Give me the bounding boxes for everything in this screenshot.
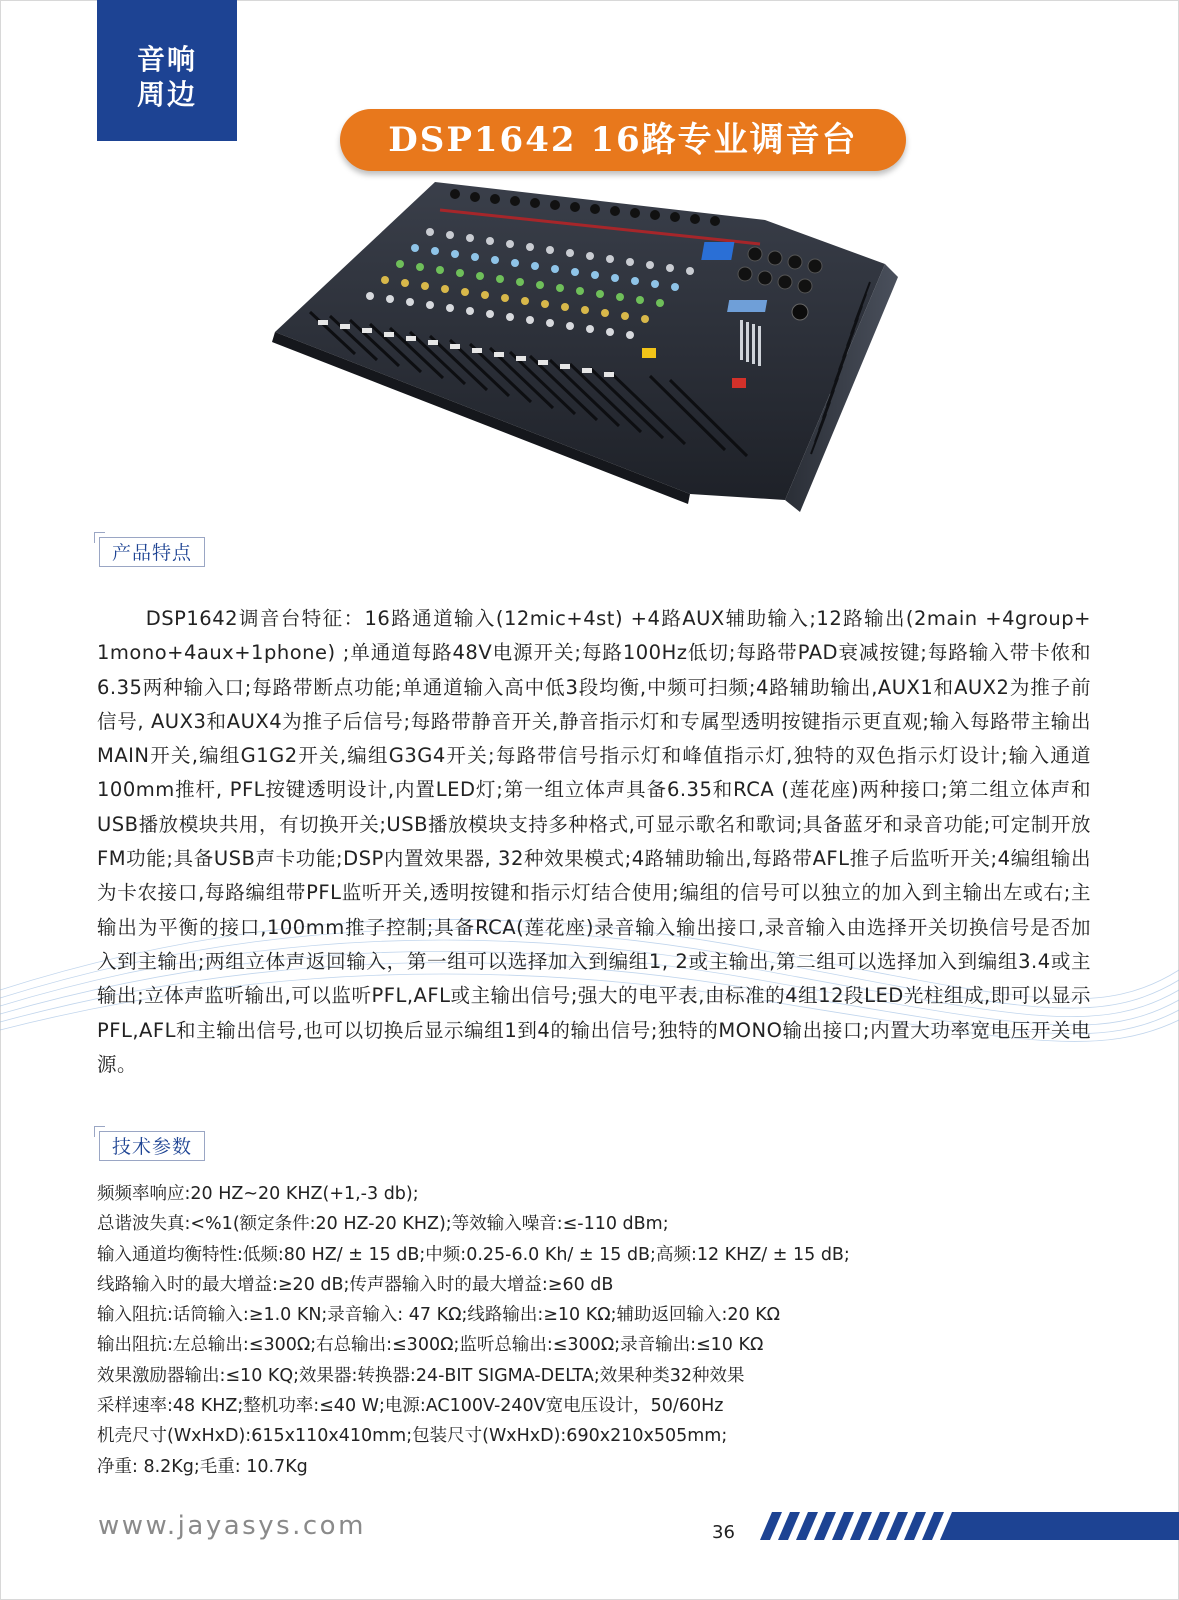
specs-section-label: 技术参数: [99, 1131, 205, 1161]
footer-stripes: [748, 1512, 1179, 1540]
website-link[interactable]: www.jayasys.com: [98, 1511, 366, 1541]
spec-line: 采样速率:48 KHZ;整机功率:≤40 W;电源:AC100V-240V宽电压设计，50/60Hz: [97, 1396, 724, 1417]
features-section-label: 产品特点: [99, 537, 205, 567]
page-number: 36: [712, 1522, 735, 1543]
features-paragraph: DSP1642调音台特征：16路通道输入(12mic+4st) +4路AUX辅助输入;12路输出(2main +4group+ 1mono+4aux+1phone) ;单通道每路48V电源开关;每路100Hz低切;每路带PAD衰减按键;每路输入带卡侬和6.35两种输入口;每路带断点功能;单通道输入高中低3段均衡,中频可扫频;4路辅助输出,AUX1和AUX2为推子前信号, AUX3和AUX4为推子后信号;每路带静音开关,静音指示灯和专属型透明按键指示更直观;输入每路带主输出MAIN开关,编组G1G2开关,编组G3G4开关;每路带信号指示灯和峰值指示灯,独特的双色指示灯设计;输入通道100mm推杆, PFL按键透明设计,内置LED灯;第一组立体声具备6.35和RCA (莲花座)两种接口;第二组立体声和USB播放模块共用，有切换开关;USB播放模块支持多种格式,可显示歌名和歌词;具备蓝牙和录音功能;可定制开放FM功能;具备USB声卡功能;DSP内置效果器, 32种效果模式;4路辅助输出,每路带AFL推子后监听开关;4编组输出为卡农接口,每路编组带PFL监听开关,透明按键和指示灯结合使用;编组的信号可以独立的加入到主输出左或右;主输出为平衡的接口,100mm推子控制;具备RCA(莲花座)录音输入输出接口,录音输入由选择开关切换信号是否加入到主输出;两组立体声返回输入，第一组可以选择加入到编组1, 2或主输出,第二组可以选择加入到编组3.4或主输出;立体声监听输出,可以监听PFL,AFL或主输出信号;强大的电平表,由标准的4组12段LED光柱组成,即可以显示PFL,AFL和主输出信号,也可以切换后显示编组1到4的输出信号;独特的MONO输出接口;内置大功率宽电压开关电源。: [97, 607, 1091, 1076]
product-title: DSP1642 16路专业调音台: [340, 109, 906, 171]
spec-line: 频频率响应:20 HZ~20 KHZ(+1,-3 db);: [97, 1184, 419, 1204]
category-tag: [97, 0, 237, 141]
spec-line: 净重: 8.2Kg;毛重: 10.7Kg: [97, 1456, 308, 1477]
specs-list: [97, 1179, 1077, 1482]
spec-line: 线路输入时的最大增益:≥20 dB;传声器输入时的最大增益:≥60 dB: [97, 1274, 614, 1295]
category-line-1: 音响: [136, 43, 197, 76]
spec-line: 机壳尺寸(WxHxD):615x110x410mm;包装尺寸(WxHxD):690x210x505mm;: [97, 1426, 728, 1447]
spec-line: 总谐波失真:<%1(额定条件:20 HZ-20 KHZ);等效输入噪音:≤-110 dBm;: [97, 1214, 669, 1235]
spec-line: 输入阻抗:话筒输入:≥1.0 KN;录音输入: 47 KΩ;线路输出:≥10 KΩ;辅助返回输入:20 KΩ: [97, 1305, 781, 1326]
mixer-console-image: [270, 182, 920, 518]
spec-line: 效果激励器输出:≤10 KQ;效果器:转换器:24-BIT SIGMA-DELTA;效果种类32种效果: [97, 1365, 745, 1386]
spec-line: 输出阻抗:左总输出:≤300Ω;右总输出:≤300Ω;监听总输出:≤300Ω;录音输出:≤10 KΩ: [97, 1335, 764, 1356]
spec-line: 输入通道均衡特性:低频:80 HZ/ ± 15 dB;中频:0.25-6.0 Kh/ ± 15 dB;高频:12 KHZ/ ± 15 dB;: [97, 1244, 850, 1265]
category-line-2: 周边: [136, 78, 197, 111]
